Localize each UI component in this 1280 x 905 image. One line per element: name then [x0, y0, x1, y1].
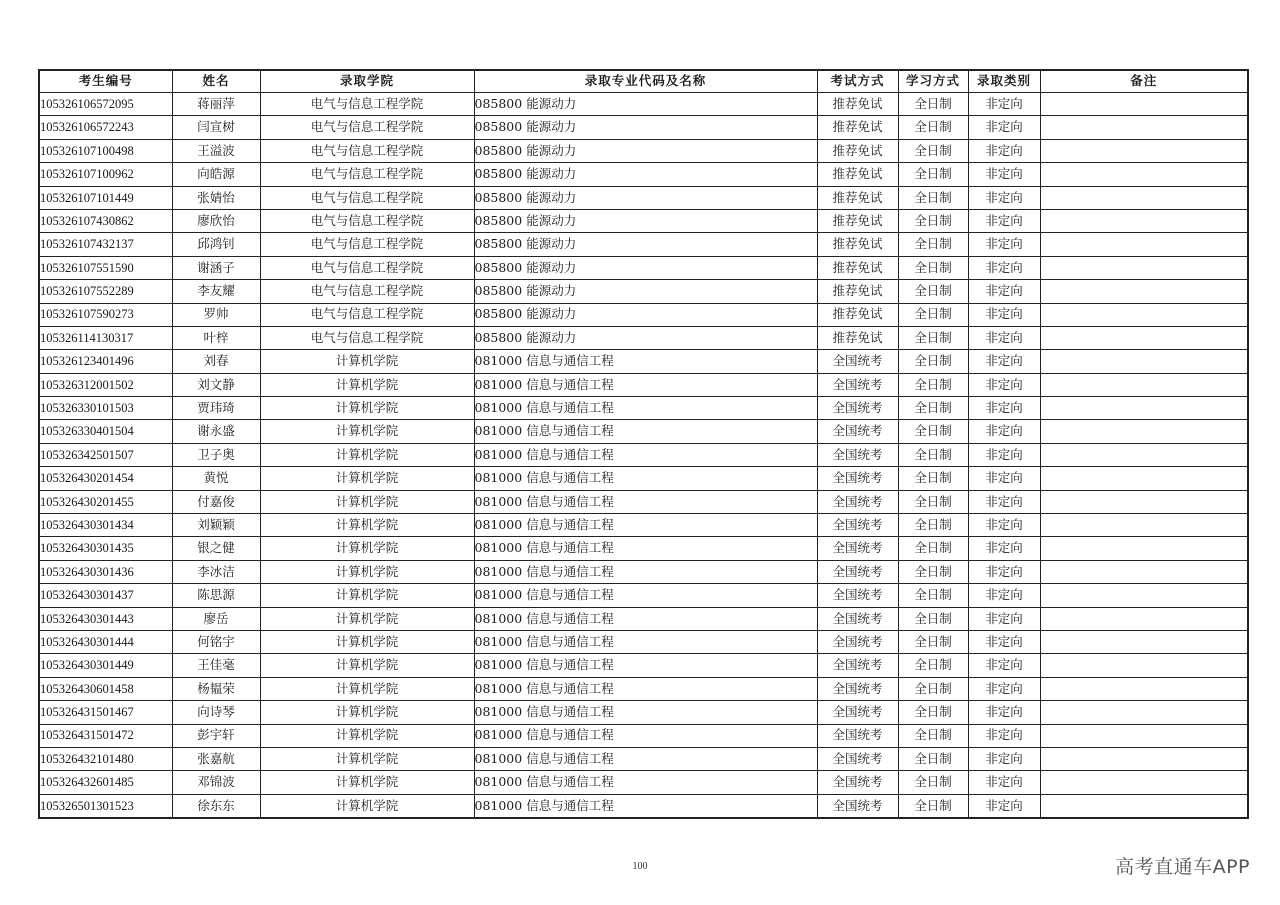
watermark: 高考直通车APP — [1115, 856, 1250, 878]
candidate-id-cell: 105326107590273 — [39, 303, 172, 326]
table-row — [39, 303, 1248, 326]
exam-type-cell: 全国统考 — [817, 397, 898, 420]
exam-type-cell: 全国统考 — [817, 420, 898, 443]
major-cell: 085800 能源动力 — [474, 186, 817, 209]
study-mode-cell: 全日制 — [898, 303, 968, 326]
name-cell: 罗帅 — [172, 303, 260, 326]
major-cell: 081000 信息与通信工程 — [474, 677, 817, 700]
table-row — [39, 326, 1248, 349]
candidate-id-cell: 105326106572243 — [39, 116, 172, 139]
remarks-cell — [1040, 584, 1248, 607]
table-row — [39, 724, 1248, 747]
study-mode-cell: 全日制 — [898, 233, 968, 256]
candidate-id-cell: 105326107432137 — [39, 233, 172, 256]
category-cell: 非定向 — [968, 607, 1040, 630]
table-row — [39, 584, 1248, 607]
name-cell: 付嘉俊 — [172, 490, 260, 513]
candidate-id-cell: 105326432101480 — [39, 747, 172, 770]
table-row — [39, 280, 1248, 303]
col-header-major: 录取专业代码及名称 — [474, 70, 817, 93]
exam-type-cell: 全国统考 — [817, 701, 898, 724]
college-cell: 计算机学院 — [260, 794, 474, 818]
table-row — [39, 397, 1248, 420]
study-mode-cell: 全日制 — [898, 256, 968, 279]
study-mode-cell: 全日制 — [898, 747, 968, 770]
study-mode-cell: 全日制 — [898, 186, 968, 209]
category-cell: 非定向 — [968, 397, 1040, 420]
name-cell: 叶梓 — [172, 326, 260, 349]
exam-type-cell: 全国统考 — [817, 654, 898, 677]
major-cell: 085800 能源动力 — [474, 116, 817, 139]
candidate-id-cell: 105326430301434 — [39, 514, 172, 537]
major-cell: 085800 能源动力 — [474, 256, 817, 279]
table-row — [39, 350, 1248, 373]
candidate-id-cell: 105326107100498 — [39, 139, 172, 162]
exam-type-cell: 全国统考 — [817, 630, 898, 653]
candidate-id-cell: 105326431501467 — [39, 701, 172, 724]
name-cell: 何铭宇 — [172, 630, 260, 653]
exam-type-cell: 全国统考 — [817, 560, 898, 583]
study-mode-cell: 全日制 — [898, 373, 968, 396]
name-cell: 彭宇轩 — [172, 724, 260, 747]
study-mode-cell: 全日制 — [898, 139, 968, 162]
name-cell: 谢涵子 — [172, 256, 260, 279]
major-cell: 085800 能源动力 — [474, 233, 817, 256]
major-cell: 081000 信息与通信工程 — [474, 490, 817, 513]
college-cell: 计算机学院 — [260, 724, 474, 747]
exam-type-cell: 全国统考 — [817, 794, 898, 818]
table-row — [39, 116, 1248, 139]
remarks-cell — [1040, 537, 1248, 560]
exam-type-cell: 推荐免试 — [817, 139, 898, 162]
name-cell: 廖欣怡 — [172, 209, 260, 232]
exam-type-cell: 推荐免试 — [817, 93, 898, 116]
category-cell: 非定向 — [968, 584, 1040, 607]
major-cell: 081000 信息与通信工程 — [474, 701, 817, 724]
remarks-cell — [1040, 701, 1248, 724]
college-cell: 计算机学院 — [260, 490, 474, 513]
candidate-id-cell: 105326432601485 — [39, 771, 172, 794]
candidate-id-cell: 105326430301437 — [39, 584, 172, 607]
name-cell: 向诗琴 — [172, 701, 260, 724]
name-cell: 王佳毫 — [172, 654, 260, 677]
remarks-cell — [1040, 514, 1248, 537]
table-row — [39, 607, 1248, 630]
col-header-candidate-id: 考生编号 — [39, 70, 172, 93]
table-row — [39, 677, 1248, 700]
exam-type-cell: 全国统考 — [817, 490, 898, 513]
study-mode-cell: 全日制 — [898, 350, 968, 373]
remarks-cell — [1040, 326, 1248, 349]
table-header — [39, 70, 1248, 93]
name-cell: 闫宣树 — [172, 116, 260, 139]
category-cell: 非定向 — [968, 350, 1040, 373]
category-cell: 非定向 — [968, 186, 1040, 209]
name-cell: 刘文静 — [172, 373, 260, 396]
study-mode-cell: 全日制 — [898, 514, 968, 537]
major-cell: 081000 信息与通信工程 — [474, 584, 817, 607]
major-cell: 085800 能源动力 — [474, 139, 817, 162]
college-cell: 计算机学院 — [260, 677, 474, 700]
college-cell: 计算机学院 — [260, 420, 474, 443]
remarks-cell — [1040, 373, 1248, 396]
study-mode-cell: 全日制 — [898, 467, 968, 490]
category-cell: 非定向 — [968, 373, 1040, 396]
major-cell: 081000 信息与通信工程 — [474, 560, 817, 583]
category-cell: 非定向 — [968, 701, 1040, 724]
study-mode-cell: 全日制 — [898, 771, 968, 794]
table-row — [39, 443, 1248, 466]
candidate-id-cell: 105326107100962 — [39, 163, 172, 186]
college-cell: 计算机学院 — [260, 467, 474, 490]
name-cell: 刘春 — [172, 350, 260, 373]
major-cell: 081000 信息与通信工程 — [474, 373, 817, 396]
candidate-id-cell: 105326431501472 — [39, 724, 172, 747]
category-cell: 非定向 — [968, 163, 1040, 186]
col-header-remarks: 备注 — [1040, 70, 1248, 93]
table-row — [39, 93, 1248, 116]
major-cell: 085800 能源动力 — [474, 326, 817, 349]
name-cell: 李友耀 — [172, 280, 260, 303]
table-row — [39, 654, 1248, 677]
major-cell: 081000 信息与通信工程 — [474, 771, 817, 794]
candidate-id-cell: 105326107101449 — [39, 186, 172, 209]
table-body — [39, 93, 1248, 819]
table-row — [39, 490, 1248, 513]
exam-type-cell: 全国统考 — [817, 443, 898, 466]
remarks-cell — [1040, 560, 1248, 583]
category-cell: 非定向 — [968, 514, 1040, 537]
study-mode-cell: 全日制 — [898, 701, 968, 724]
major-cell: 081000 信息与通信工程 — [474, 747, 817, 770]
exam-type-cell: 推荐免试 — [817, 256, 898, 279]
name-cell: 邱鸿钊 — [172, 233, 260, 256]
remarks-cell — [1040, 350, 1248, 373]
category-cell: 非定向 — [968, 724, 1040, 747]
table-row — [39, 373, 1248, 396]
remarks-cell — [1040, 397, 1248, 420]
college-cell: 计算机学院 — [260, 771, 474, 794]
remarks-cell — [1040, 771, 1248, 794]
table-row — [39, 560, 1248, 583]
remarks-cell — [1040, 256, 1248, 279]
exam-type-cell: 全国统考 — [817, 607, 898, 630]
candidate-id-cell: 105326330401504 — [39, 420, 172, 443]
college-cell: 电气与信息工程学院 — [260, 326, 474, 349]
name-cell: 张嘉航 — [172, 747, 260, 770]
candidate-id-cell: 105326107552289 — [39, 280, 172, 303]
college-cell: 计算机学院 — [260, 584, 474, 607]
category-cell: 非定向 — [968, 490, 1040, 513]
remarks-cell — [1040, 677, 1248, 700]
category-cell: 非定向 — [968, 209, 1040, 232]
table-row — [39, 256, 1248, 279]
remarks-cell — [1040, 630, 1248, 653]
major-cell: 081000 信息与通信工程 — [474, 443, 817, 466]
page-number: 100 — [632, 861, 648, 872]
exam-type-cell: 全国统考 — [817, 537, 898, 560]
table-row — [39, 467, 1248, 490]
exam-type-cell: 推荐免试 — [817, 280, 898, 303]
category-cell: 非定向 — [968, 326, 1040, 349]
name-cell: 杨韫荣 — [172, 677, 260, 700]
remarks-cell — [1040, 209, 1248, 232]
name-cell: 蒋丽萍 — [172, 93, 260, 116]
major-cell: 081000 信息与通信工程 — [474, 607, 817, 630]
study-mode-cell: 全日制 — [898, 209, 968, 232]
category-cell: 非定向 — [968, 443, 1040, 466]
candidate-id-cell: 105326430301435 — [39, 537, 172, 560]
exam-type-cell: 全国统考 — [817, 373, 898, 396]
major-cell: 081000 信息与通信工程 — [474, 350, 817, 373]
major-cell: 085800 能源动力 — [474, 303, 817, 326]
category-cell: 非定向 — [968, 537, 1040, 560]
candidate-id-cell: 105326114130317 — [39, 326, 172, 349]
name-cell: 向皓源 — [172, 163, 260, 186]
college-cell: 电气与信息工程学院 — [260, 163, 474, 186]
major-cell: 081000 信息与通信工程 — [474, 630, 817, 653]
college-cell: 电气与信息工程学院 — [260, 186, 474, 209]
name-cell: 刘颖颖 — [172, 514, 260, 537]
category-cell: 非定向 — [968, 654, 1040, 677]
name-cell: 李冰洁 — [172, 560, 260, 583]
exam-type-cell: 推荐免试 — [817, 163, 898, 186]
exam-type-cell: 推荐免试 — [817, 186, 898, 209]
college-cell: 电气与信息工程学院 — [260, 303, 474, 326]
major-cell: 081000 信息与通信工程 — [474, 654, 817, 677]
exam-type-cell: 推荐免试 — [817, 303, 898, 326]
college-cell: 计算机学院 — [260, 537, 474, 560]
college-cell: 电气与信息工程学院 — [260, 280, 474, 303]
candidate-id-cell: 105326430301443 — [39, 607, 172, 630]
remarks-cell — [1040, 163, 1248, 186]
name-cell: 王溢波 — [172, 139, 260, 162]
study-mode-cell: 全日制 — [898, 163, 968, 186]
table-row — [39, 747, 1248, 770]
study-mode-cell: 全日制 — [898, 443, 968, 466]
category-cell: 非定向 — [968, 677, 1040, 700]
college-cell: 计算机学院 — [260, 350, 474, 373]
category-cell: 非定向 — [968, 771, 1040, 794]
exam-type-cell: 推荐免试 — [817, 116, 898, 139]
college-cell: 电气与信息工程学院 — [260, 93, 474, 116]
study-mode-cell: 全日制 — [898, 630, 968, 653]
table-row — [39, 794, 1248, 818]
name-cell: 邓锦波 — [172, 771, 260, 794]
table-row — [39, 537, 1248, 560]
exam-type-cell: 推荐免试 — [817, 233, 898, 256]
category-cell: 非定向 — [968, 256, 1040, 279]
study-mode-cell: 全日制 — [898, 584, 968, 607]
table-row — [39, 163, 1248, 186]
table-row — [39, 139, 1248, 162]
category-cell: 非定向 — [968, 93, 1040, 116]
major-cell: 085800 能源动力 — [474, 163, 817, 186]
college-cell: 电气与信息工程学院 — [260, 139, 474, 162]
remarks-cell — [1040, 654, 1248, 677]
exam-type-cell: 全国统考 — [817, 771, 898, 794]
remarks-cell — [1040, 794, 1248, 818]
table-row — [39, 420, 1248, 443]
header-row — [39, 70, 1248, 93]
exam-type-cell: 推荐免试 — [817, 326, 898, 349]
category-cell: 非定向 — [968, 747, 1040, 770]
candidate-id-cell: 105326107430862 — [39, 209, 172, 232]
remarks-cell — [1040, 233, 1248, 256]
college-cell: 计算机学院 — [260, 373, 474, 396]
major-cell: 081000 信息与通信工程 — [474, 420, 817, 443]
candidate-id-cell: 105326107551590 — [39, 256, 172, 279]
exam-type-cell: 推荐免试 — [817, 209, 898, 232]
candidate-id-cell: 105326430301444 — [39, 630, 172, 653]
candidate-id-cell: 105326123401496 — [39, 350, 172, 373]
study-mode-cell: 全日制 — [898, 724, 968, 747]
exam-type-cell: 全国统考 — [817, 677, 898, 700]
candidate-id-cell: 105326430201454 — [39, 467, 172, 490]
admission-table — [38, 69, 1249, 819]
candidate-id-cell: 105326106572095 — [39, 93, 172, 116]
study-mode-cell: 全日制 — [898, 420, 968, 443]
college-cell: 计算机学院 — [260, 560, 474, 583]
name-cell: 贾玮琦 — [172, 397, 260, 420]
major-cell: 081000 信息与通信工程 — [474, 467, 817, 490]
name-cell: 卫子奥 — [172, 443, 260, 466]
exam-type-cell: 全国统考 — [817, 467, 898, 490]
col-header-study-mode: 学习方式 — [898, 70, 968, 93]
study-mode-cell: 全日制 — [898, 537, 968, 560]
table-row — [39, 514, 1248, 537]
category-cell: 非定向 — [968, 794, 1040, 818]
college-cell: 电气与信息工程学院 — [260, 256, 474, 279]
major-cell: 081000 信息与通信工程 — [474, 794, 817, 818]
table-row — [39, 233, 1248, 256]
major-cell: 081000 信息与通信工程 — [474, 514, 817, 537]
study-mode-cell: 全日制 — [898, 794, 968, 818]
college-cell: 计算机学院 — [260, 514, 474, 537]
candidate-id-cell: 105326430201455 — [39, 490, 172, 513]
college-cell: 电气与信息工程学院 — [260, 209, 474, 232]
study-mode-cell: 全日制 — [898, 116, 968, 139]
major-cell: 081000 信息与通信工程 — [474, 724, 817, 747]
major-cell: 081000 信息与通信工程 — [474, 397, 817, 420]
college-cell: 计算机学院 — [260, 654, 474, 677]
category-cell: 非定向 — [968, 139, 1040, 162]
study-mode-cell: 全日制 — [898, 607, 968, 630]
college-cell: 计算机学院 — [260, 701, 474, 724]
remarks-cell — [1040, 93, 1248, 116]
category-cell: 非定向 — [968, 467, 1040, 490]
exam-type-cell: 全国统考 — [817, 724, 898, 747]
candidate-id-cell: 105326501301523 — [39, 794, 172, 818]
remarks-cell — [1040, 186, 1248, 209]
name-cell: 银之健 — [172, 537, 260, 560]
exam-type-cell: 全国统考 — [817, 584, 898, 607]
remarks-cell — [1040, 490, 1248, 513]
name-cell: 谢永盛 — [172, 420, 260, 443]
study-mode-cell: 全日制 — [898, 326, 968, 349]
study-mode-cell: 全日制 — [898, 654, 968, 677]
major-cell: 081000 信息与通信工程 — [474, 537, 817, 560]
category-cell: 非定向 — [968, 233, 1040, 256]
exam-type-cell: 全国统考 — [817, 350, 898, 373]
candidate-id-cell: 105326342501507 — [39, 443, 172, 466]
remarks-cell — [1040, 116, 1248, 139]
remarks-cell — [1040, 303, 1248, 326]
college-cell: 计算机学院 — [260, 607, 474, 630]
col-header-college: 录取学院 — [260, 70, 474, 93]
table-row — [39, 771, 1248, 794]
college-cell: 计算机学院 — [260, 747, 474, 770]
remarks-cell — [1040, 443, 1248, 466]
col-header-name: 姓名 — [172, 70, 260, 93]
remarks-cell — [1040, 724, 1248, 747]
remarks-cell — [1040, 467, 1248, 490]
table-row — [39, 701, 1248, 724]
exam-type-cell: 全国统考 — [817, 514, 898, 537]
study-mode-cell: 全日制 — [898, 490, 968, 513]
study-mode-cell: 全日制 — [898, 93, 968, 116]
remarks-cell — [1040, 280, 1248, 303]
category-cell: 非定向 — [968, 280, 1040, 303]
name-cell: 黄悦 — [172, 467, 260, 490]
name-cell: 陈思源 — [172, 584, 260, 607]
major-cell: 085800 能源动力 — [474, 209, 817, 232]
candidate-id-cell: 105326430301449 — [39, 654, 172, 677]
table-row — [39, 630, 1248, 653]
name-cell: 张婧怡 — [172, 186, 260, 209]
college-cell: 计算机学院 — [260, 397, 474, 420]
category-cell: 非定向 — [968, 303, 1040, 326]
study-mode-cell: 全日制 — [898, 677, 968, 700]
college-cell: 电气与信息工程学院 — [260, 116, 474, 139]
remarks-cell — [1040, 139, 1248, 162]
remarks-cell — [1040, 420, 1248, 443]
college-cell: 电气与信息工程学院 — [260, 233, 474, 256]
category-cell: 非定向 — [968, 630, 1040, 653]
college-cell: 计算机学院 — [260, 630, 474, 653]
candidate-id-cell: 105326330101503 — [39, 397, 172, 420]
col-header-category: 录取类别 — [968, 70, 1040, 93]
category-cell: 非定向 — [968, 560, 1040, 583]
study-mode-cell: 全日制 — [898, 280, 968, 303]
college-cell: 计算机学院 — [260, 443, 474, 466]
major-cell: 085800 能源动力 — [474, 93, 817, 116]
exam-type-cell: 全国统考 — [817, 747, 898, 770]
candidate-id-cell: 105326430301436 — [39, 560, 172, 583]
table-row — [39, 186, 1248, 209]
major-cell: 085800 能源动力 — [474, 280, 817, 303]
remarks-cell — [1040, 747, 1248, 770]
candidate-id-cell: 105326430601458 — [39, 677, 172, 700]
name-cell: 廖岳 — [172, 607, 260, 630]
name-cell: 徐东东 — [172, 794, 260, 818]
study-mode-cell: 全日制 — [898, 560, 968, 583]
col-header-exam-type: 考试方式 — [817, 70, 898, 93]
remarks-cell — [1040, 607, 1248, 630]
category-cell: 非定向 — [968, 420, 1040, 443]
study-mode-cell: 全日制 — [898, 397, 968, 420]
candidate-id-cell: 105326312001502 — [39, 373, 172, 396]
category-cell: 非定向 — [968, 116, 1040, 139]
table-row — [39, 209, 1248, 232]
